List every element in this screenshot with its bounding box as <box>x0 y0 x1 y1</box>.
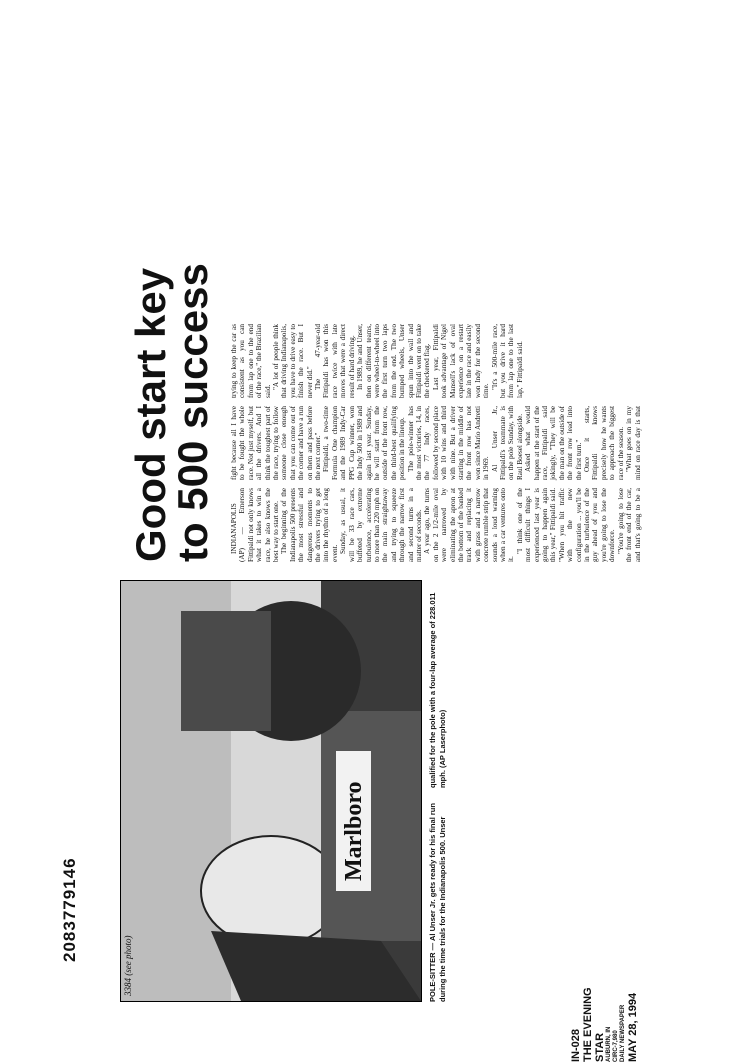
masthead-stamp <box>570 972 639 1062</box>
article-paragraph: "I think one of the most difficult things I experienced last year is going to happen again this year," Fittipaldi said. "When you hit traffic with the new configuration ... you'll be in the turbulence of the guy ahead of you and you're going to lose the downforce. <box>515 488 617 562</box>
article-paragraph: The 47-year-old Fittipaldi has won this race twice with late moves that were a direct result of hard driving. <box>314 324 356 398</box>
article-paragraph: The beginning of the Indianapolis 500 presents the most stressful and dangerous moments to the drivers trying to get into the rhythm of a long event. <box>280 488 339 562</box>
masthead-line: THE EVENING STAR <box>582 987 606 1062</box>
newspaper-clipping <box>60 242 650 1062</box>
masthead-line: DAILY NEWSPAPER <box>620 1004 626 1062</box>
race-driver-photo <box>120 580 422 1002</box>
caption-lead: POLE-SITTER <box>428 952 437 1002</box>
headline: Good start key to 500 success <box>127 263 216 562</box>
document-id: 2083779146 <box>60 857 79 962</box>
article-paragraph: INDIANAPOLIS (AP) — Emerson Fittipaldi not only knows what it takes to win a race, he also knows the best way to start one. <box>230 488 281 562</box>
article-paragraph: Fittipaldi, a two-time Formula One champion and the 1989 Indy-Car PPG Cup winner, won the Indy 500 in 1989 and again last year. Sunday, he will start from the outside of the front row, the third-best qualifying position in the lineup. <box>322 406 407 480</box>
photo-image <box>121 581 421 1001</box>
article-paragraph: "You're going to lose the front end of the car, and that's going to be a fight because all I have to be fought the whole race. Not just myself, but all the drivers. And I think the toughest part of the race, trying to follow someone close enough that you can come out of the corner and have a run on them and pass before the next corner." <box>230 406 642 562</box>
masthead-line: AUBURN, IN <box>606 1026 612 1062</box>
photo-caption <box>428 582 448 1002</box>
article-paragraph: Al Unser Jr., Fittipaldi's teammate is on the pole Sunday, with Raul Boesel alongside. <box>490 406 524 480</box>
article-paragraph: A year ago, the turns on the 2 1/2-mile oval were narrowed by eliminating the apron at the bottom of the banked track and replacing it with grass and a narrow concrete rumble strip that sounds a loud warning when a car ventures onto it. <box>423 488 516 562</box>
article-body <box>230 242 645 562</box>
caption-text: — Al Unser Jr. gets ready for his final run during the time trials for the Indianapolis 500. Unser qualified for the pole with a four-lap average of 228.011 mph. (AP Laserphoto) <box>428 592 447 1002</box>
article-paragraph: "It's a 500-mile race, but you drive it hard from lap one to the last lap," Fittipaldi said. <box>490 324 524 398</box>
article-paragraph: Last year, Fittipaldi took advantage of Nigel Mansell's lack of oval experience on a restart late in the race and easily won Indy for the second time. <box>431 324 491 398</box>
masthead-line: IN-028 <box>570 1028 582 1062</box>
svg-text:Marlboro: Marlboro <box>341 781 367 881</box>
article-paragraph: Sunday, as usual, it will be 33 race cars, buffeted by extreme turbulence, accelerating to more than 220 mph on the main straightaway and trying to squeeze through the narrow first and second turns in a matter of seconds. <box>339 488 423 562</box>
article-paragraph: The pole-winner has the most victories, 14, in the 77 Indy races, followed by second place with 10 wins and third with nine. But a driver starting in the middle of the front row has not won since Mario Andretti in 1969. <box>406 406 491 480</box>
handwritten-note: 3384 (see photo) <box>123 935 133 996</box>
masthead-line: MAY 28, 1994 <box>627 992 639 1062</box>
masthead-line: CIRC-7,980 <box>613 1030 619 1062</box>
article-paragraph: In 1989, he and Unser, then on different teams, were wheel-to-wheel into the first turn two laps from the end. The two bumped wheels, Unser spun into the wall and Fittipaldi went on to take the checkered flag. <box>356 324 432 398</box>
article-paragraph: "A lot of people think that driving Indianapolis, you have to drive easy to finish the race. But I never did." <box>272 324 314 398</box>
article-paragraph: Once it starts, Fittipaldi knows precisely how he wants to approach the biggest race of the season. <box>583 406 625 480</box>
article-paragraph: "What goes on in my mind on race day is that trying to keep the car as consistent as you can from lap one to the end of the race," the Brazilian said. <box>230 324 642 480</box>
article-paragraph: Asked what would happen at the start of the race, Fittipaldi said jokingly, "They will be the man on the outside of the front row lead into the first turn." <box>524 406 583 480</box>
